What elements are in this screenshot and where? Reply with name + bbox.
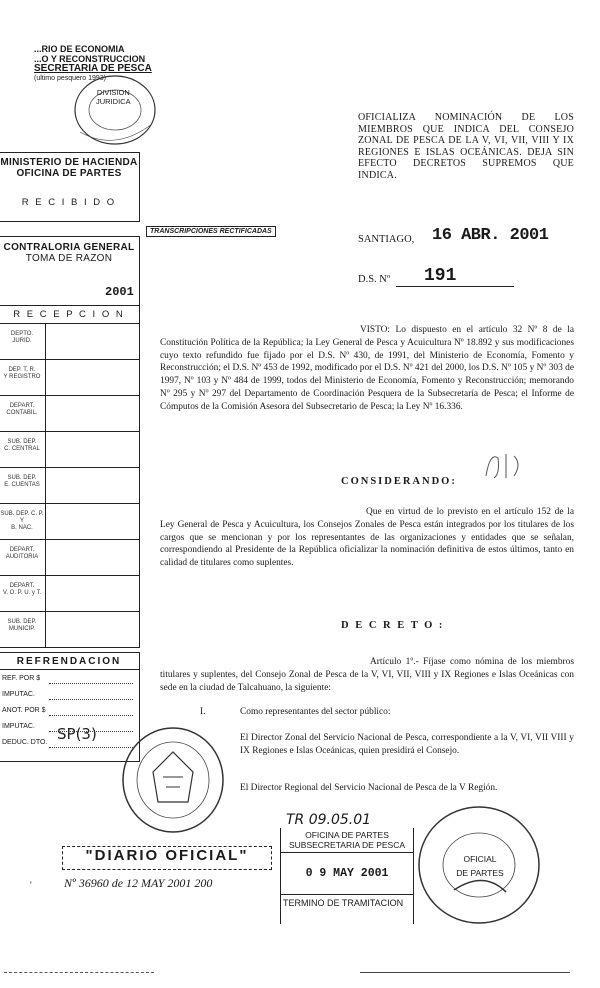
juridica-seal-icon (70, 72, 160, 147)
chile-seal-icon (118, 722, 228, 840)
section-title: Como representantes del sector público: (240, 707, 391, 717)
recepcion-row-label (0, 511, 45, 532)
recepcion-row-label (0, 331, 45, 345)
header-line-1: ...RIO DE ECONOMIA (34, 44, 125, 54)
seal-right-line-2: DE PARTES (456, 868, 504, 878)
contraloria-box (0, 236, 140, 648)
header-line-3: SECRETARIA DE PESCA (34, 63, 152, 74)
recepcion-row-line-2: JURID. (12, 338, 32, 344)
diario-oficial-title: "DIARIO OFICIAL" (85, 847, 249, 864)
recepcion-row-line-1: DEPTO. (10, 331, 34, 337)
refrendacion-row-line (49, 699, 133, 700)
pencil-mark-icon (480, 446, 526, 482)
recepcion-row-label (0, 475, 45, 489)
santiago-label: SANTIAGO, (358, 234, 415, 245)
oficina-line-1: OFICINA DE PARTES (305, 830, 389, 840)
contraloria-title-1: CONTRALORIA GENERAL (3, 242, 135, 253)
diario-oficial-ref: Nº 36960 de 12 MAY 2001 200 (64, 876, 213, 890)
recepcion-row-line-1: DEPART. (9, 583, 35, 589)
hacienda-box (0, 152, 140, 222)
refrendacion-row-label: REF. POR $ (2, 675, 41, 682)
recepcion-row-label (0, 403, 45, 417)
handwritten-tr: TR 09.05.01 (286, 812, 372, 828)
recepcion-row-line-2: CONTABIL. (6, 410, 38, 416)
left-tick: ' (30, 880, 32, 890)
recepcion-row-divider (0, 539, 139, 540)
seal-right-line-1: OFICIAL (463, 854, 497, 864)
recepcion-row-line-1: SUB. DEP. (7, 619, 37, 625)
visto-paragraph: VISTO: Lo dispuesto en el artículo 32 Nº 8 de la Constitución Política de la República; la Ley General de Pesca y Acuicultura Nº 18.892 y sus modificaciones cuyo texto refundido fue fijado por el D.S. Nº 430, de 1991, del Ministerio de Economía, Fomento y Reconstrucción; el D.S. Nº 453 de 1992, modificado por el D.S. Nº 421 del 2000, los D.S. Nº 105 y Nº 303 de 1997, Nº 103 y Nº 484 de 1999, todos del Ministerio de Economía, Fomento y Reconstrucción; memorando Nº 295 y Nº 297 del Departamento de Coordinación Pesquera de la Subsecretaría de Pesca; el Informe de Cómputos de la Comisión Asesora del Subsecretario de Pesca; la Ley Nº 16.336. (160, 325, 574, 412)
juridica-seal-text (96, 88, 131, 106)
header-line-4: (ultimo pesquero 1993) (34, 75, 106, 82)
considerando-heading: CONSIDERANDO: (341, 476, 457, 487)
recepcion-row-line-2: Y REGISTRO (3, 374, 41, 380)
oficina-stamp (280, 828, 414, 924)
refrendacion-row-label: IMPUTAC. (2, 723, 35, 730)
termino-label: TERMINO DE TRAMITACION (283, 898, 404, 908)
recepcion-row-line-1: SUB. DEP. (7, 475, 37, 481)
recepcion-row-line-1: SUB. DEP. C. P. Y (0, 511, 44, 524)
transcripciones-stamp: TRANSCRIPCIONES RECTIFICADAS (146, 226, 276, 237)
recepcion-row-line-2: E. CUENTAS (4, 482, 40, 488)
section-number: I. (200, 707, 206, 717)
seal-right-text (440, 852, 520, 880)
recepcion-row-line-2: B. NAC. (11, 525, 33, 531)
refrendacion-handwriting: SP(3) (57, 725, 97, 743)
recepcion-row-divider (0, 575, 139, 576)
refrendacion-row-line (49, 683, 133, 684)
oficina-date: 0 9 MAY 2001 (305, 867, 389, 880)
hacienda-title-2: OFICINA DE PARTES (16, 168, 122, 179)
refrendacion-row-label: ANOT. POR $ (2, 707, 46, 714)
header-line-2: ...O Y RECONSTRUCCION (34, 54, 146, 64)
recepcion-row-line-2: MUNICIP. (8, 626, 36, 632)
recepcion-row-label (0, 619, 45, 633)
recepcion-row-line-2: AUDITORIA (5, 554, 39, 560)
recepcion-row-divider (0, 467, 139, 468)
seal-text-line-2: JURIDICA (96, 97, 131, 106)
recepcion-row-line-1: SUB. DEP. (7, 439, 37, 445)
refrendacion-row-line (49, 715, 133, 716)
recepcion-row-label (0, 547, 45, 561)
santiago-date: 16 ABR. 2001 (432, 226, 549, 245)
recepcion-row-divider (0, 395, 139, 396)
recepcion-row-line-1: DEPART. (9, 547, 35, 553)
refrendacion-row-label: DEDUC. DTO. (2, 739, 48, 746)
refrendacion-row-label: IMPUTAC. (2, 691, 35, 698)
recepcion-row-divider (0, 359, 139, 360)
recepcion-row-label (0, 367, 45, 381)
articulo-paragraph: Artículo 1º.- Fíjase como nómina de los miembros titulares y suplentes, del Consejo Zonal de Pesca de la V, VI, VII, VIII y IX Regiones e Islas Oceánicas con sede en la ciudad de Talcahuano, la siguiente: (160, 657, 574, 693)
recepcion-row-label (0, 439, 45, 453)
recepcion-label: R E C E P C I O N (13, 309, 125, 320)
contraloria-title-2: TOMA DE RAZON (25, 253, 113, 264)
ds-label: D.S. Nº (358, 274, 391, 285)
item-1: El Director Zonal del Servicio Nacional de Pesca, correspondiente a la V, VI, VII VIII y IX Regiones e Islas Oceánicas, quien presidirá el Consejo. (240, 733, 574, 756)
scan-line-right (360, 972, 570, 973)
diario-oficial-stamp (62, 846, 272, 870)
decreto-heading: D E C R E T O : (341, 620, 445, 631)
contraloria-date: 2001 (105, 285, 134, 299)
ds-number: 191 (424, 266, 457, 286)
oficina-line-2: SUBSECRETARIA DE PESCA (288, 840, 406, 850)
decree-title: OFICIALIZA NOMINACIÓN DE LOS MIEMBROS QUE INDICA DEL CONSEJO ZONAL DE PESCA DE LA V, VI, VII, VIII Y IX REGIONES E ISLAS OCEÁNICAS. DEJA SIN EFECTO DECRETOS SUPREMOS QUE INDICA. (358, 112, 574, 181)
recibido-label: R E C I B I D O (21, 197, 117, 208)
considerando-paragraph: Que en virtud de lo previsto en el artículo 152 de la Ley General de Pesca y Acuicultura, los Consejos Zonales de Pesca están integrados por los titulares de los cargos que se mencionan y por los representantes de las organizaciones y entidades que se señalan, correspondiendo al Presidente de la República oficializar la nominación definitiva de estos últimos, tanto en calidad de titulares como suplentes. (160, 507, 574, 569)
hacienda-title-1: MINISTERIO DE HACIENDA (0, 157, 138, 168)
recepcion-row-line-1: DEP. T. R. (8, 367, 36, 373)
recepcion-row-line-2: C. CENTRAL (4, 446, 40, 452)
recepcion-row-label (0, 583, 45, 597)
recepcion-row-line-2: V. O. P. U. y T. (2, 590, 42, 596)
scan-line-left (4, 972, 154, 973)
recepcion-row-divider (0, 431, 139, 432)
item-2: El Director Regional del Servicio Nacional de Pesca de la V Región. (240, 783, 498, 793)
recepcion-row-line-1: DEPART. (9, 403, 35, 409)
seal-text-line-1: DIVISION (96, 88, 130, 97)
recepcion-row-divider (0, 611, 139, 612)
refrendacion-title: REFRENDACION (16, 656, 122, 667)
recepcion-row-divider (0, 503, 139, 504)
